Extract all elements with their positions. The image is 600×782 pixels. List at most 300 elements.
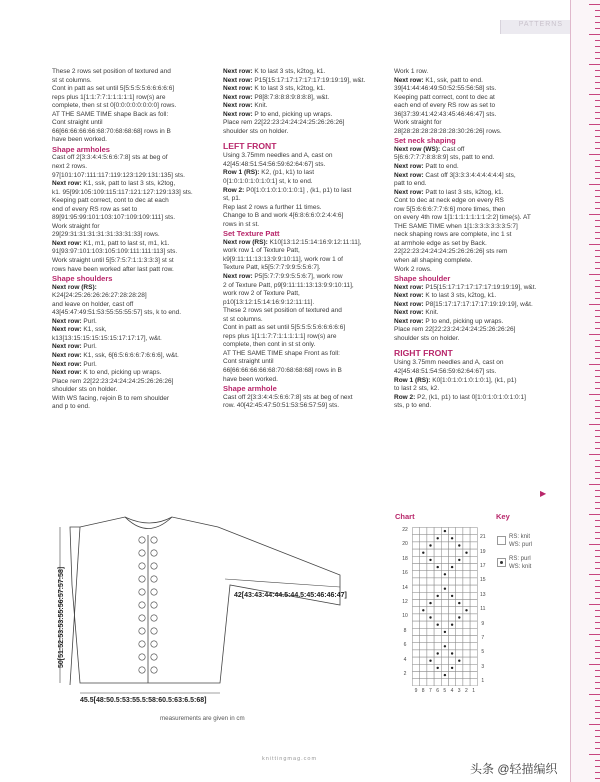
chart-cell [420, 628, 427, 635]
chart-cell [420, 650, 427, 657]
instruction-line: Work straight until 5[5:7:5:7:1:1:3:3:3] st st [52, 256, 174, 264]
instruction-line: 22[22:23:24:24:24:25:26:26:26] sts rem [394, 248, 508, 256]
row-label: Next row: [394, 292, 424, 300]
chart-cell [470, 549, 477, 556]
instruction-line: 89[91:95:99:101:103:107:109:109:111] sts. [52, 214, 176, 222]
ruler-tick [595, 568, 600, 569]
row-label: Next row: [223, 85, 253, 93]
chart-cell [456, 592, 463, 599]
chart-row-label: 2 [403, 671, 407, 677]
chart-cell [456, 571, 463, 578]
ruler-tick [595, 46, 600, 47]
instruction-line: Work straight for [52, 222, 100, 230]
chart-cell [413, 571, 420, 578]
chart-cell [470, 621, 477, 628]
instruction-line: 66[66:66:66:66:68:70:68:68:68] rows in B [52, 127, 171, 135]
measurement-ruler [570, 0, 600, 782]
button-circle [139, 589, 145, 595]
ruler-tick [595, 10, 600, 11]
ruler-tick [589, 184, 600, 185]
chart-cell [420, 542, 427, 549]
button-circle [139, 667, 145, 673]
row-label: Next row: [52, 180, 82, 188]
ruler-tick [595, 592, 600, 593]
ruler-tick [595, 16, 600, 17]
chart-cell [413, 621, 420, 628]
chart-cell [456, 535, 463, 542]
instruction-line [223, 77, 388, 86]
ruler-tick [595, 40, 600, 41]
row-text: P0[1:0:1:0:1:0:1:0:1] , (k1, p1) to last [244, 186, 352, 194]
ruler-tick [589, 754, 600, 755]
instruction-line [394, 146, 559, 155]
row-text: Patt to last 3 sts, k2tog, k1. [423, 188, 504, 196]
ruler-tick [595, 142, 600, 143]
chart-cell [456, 528, 463, 535]
cardigan-schematic [40, 505, 380, 710]
button-circle [151, 667, 157, 673]
ruler-tick [589, 364, 600, 365]
chart-cell [420, 636, 427, 643]
chart-cell [463, 600, 470, 607]
instruction-line: These 2 rows set position of textured and [52, 68, 171, 75]
ruler-tick [595, 70, 600, 71]
ruler-tick [595, 508, 600, 509]
row-label: Next row: [223, 272, 253, 280]
instruction-line: Place rem 22[22:23:24:24:24:25:26:26:26] [394, 326, 516, 334]
chart-cell [470, 556, 477, 563]
chart-cell [463, 664, 470, 671]
chart-cell [463, 585, 470, 592]
chart-cell [434, 556, 441, 563]
chart-cell [470, 578, 477, 585]
key-purl-swatch [497, 558, 506, 567]
site-footer: knittingmag.com [262, 756, 318, 762]
instruction-line: Cast off 2[3:3:4:4:5:6:6:7:8] sts at beg of [52, 154, 168, 162]
ruler-tick [595, 202, 600, 203]
row-text: Cast off 3[3:3:3:4:4:4:4:4:4] sts, [423, 171, 516, 179]
ruler-tick [595, 448, 600, 449]
chart-row-label: 3 [481, 663, 485, 670]
purl-dot [437, 624, 439, 626]
row-text: K to last 3 sts, k2tog, k1. [252, 68, 326, 75]
purl-dot [444, 573, 446, 575]
instruction-line: and leave on holder, cast off [52, 300, 134, 308]
purl-dot [437, 667, 439, 669]
chart-cell [434, 636, 441, 643]
ruler-tick [595, 292, 600, 293]
instruction-line: each end of every RS row as set to [394, 102, 496, 110]
instruction-line [223, 273, 388, 282]
row-text: Purl. [81, 360, 97, 368]
chart-cell [441, 664, 448, 671]
instruction-line: to last 2 sts, k2. [394, 385, 440, 393]
chart-cell [463, 628, 470, 635]
chart-cell [470, 643, 477, 650]
ruler-tick [589, 574, 600, 575]
chart-cell [413, 600, 420, 607]
instruction-line: rows in st st. [223, 220, 260, 228]
ruler-tick [589, 634, 600, 635]
instruction-line: 43[45:47:49:51:53:55:55:55:57] sts, k to end. [52, 309, 182, 317]
ruler-tick [589, 724, 600, 725]
instruction-line [394, 309, 559, 318]
row-text: P to end, picking up wraps. [252, 110, 333, 118]
chart-cell [434, 672, 441, 679]
instruction-line: have been worked. [52, 136, 107, 144]
chart-cell [413, 657, 420, 664]
chart-row-label: 13 [480, 591, 486, 598]
ruler-tick [595, 28, 600, 29]
instruction-line: Keeping patt correct, cont to dec at [394, 93, 495, 101]
chart-cell [434, 600, 441, 607]
instruction-line: complete, then cont in st st only. [223, 341, 316, 349]
instruction-line: 5[6:6:7:7:7:8:8:8:9] sts, patt to end. [394, 154, 495, 162]
chart-cell [463, 571, 470, 578]
instruction-line [52, 361, 212, 370]
ruler-tick [595, 136, 600, 137]
chart-cell [413, 679, 420, 686]
ruler-tick [595, 88, 600, 89]
button-circle [151, 589, 157, 595]
ruler-tick [589, 64, 600, 65]
chart-cell [420, 571, 427, 578]
text-column-3 [394, 68, 559, 411]
ruler-tick [595, 496, 600, 497]
purl-dot [429, 660, 431, 662]
instruction-line: on every 4th row 1[1:1:1:1:1:1:1:2:2] time(s). AT [394, 214, 531, 222]
ruler-tick [595, 238, 600, 239]
chart-cell [420, 664, 427, 671]
chart-cell [463, 614, 470, 621]
button-circle [139, 628, 145, 634]
ruler-tick [595, 466, 600, 467]
section-heading: Set Texture Patt [223, 229, 280, 239]
text-column-2 [223, 68, 388, 411]
chart-cell [470, 664, 477, 671]
chart-cell [441, 636, 448, 643]
button-circle [151, 576, 157, 582]
height-measure-label: 50[51:52:53:53:55:56:57:57:58] [58, 566, 65, 668]
ruler-tick [595, 730, 600, 731]
chart-cell [413, 578, 420, 585]
key-label-line: RS: purl [509, 556, 531, 562]
chart-cell [463, 592, 470, 599]
ruler-tick [595, 232, 600, 233]
row-label: Next row: [223, 110, 253, 118]
chart-cell [413, 564, 420, 571]
instruction-line [223, 187, 388, 196]
chart-cell [413, 549, 420, 556]
section-heading: RIGHT FRONT [394, 348, 453, 359]
chart-cell [420, 643, 427, 650]
chart-cell [413, 628, 420, 635]
ruler-tick [595, 82, 600, 83]
row-label: Row 1 (RS): [223, 169, 260, 177]
chart-row-label: 17 [480, 563, 486, 569]
chart-row-label: 12 [402, 599, 408, 605]
chart-cell [470, 535, 477, 542]
purl-dot [451, 595, 453, 597]
ruler-tick [589, 34, 600, 35]
ruler-tick [595, 418, 600, 419]
purl-dot [422, 609, 424, 611]
chart-cell [470, 600, 477, 607]
chart-cell [463, 643, 470, 650]
chart-col-label: 4 [450, 688, 454, 695]
instruction-line: Cont straight until [52, 119, 103, 127]
chart-cell [470, 614, 477, 621]
ruler-tick [589, 394, 600, 395]
purl-dot [451, 566, 453, 568]
button-circle [139, 550, 145, 556]
chart-cell [463, 564, 470, 571]
key-title: Key [496, 512, 510, 521]
chart-cell [413, 592, 420, 599]
ruler-tick [595, 580, 600, 581]
button-circle [139, 602, 145, 608]
instruction-line: shoulder sts on holder. [223, 127, 289, 135]
chart-cell [463, 542, 470, 549]
chart-cell [441, 549, 448, 556]
ruler-tick [595, 370, 600, 371]
purl-dot [458, 616, 460, 618]
instruction-line: Rep last 2 rows a further 11 times. [223, 203, 322, 211]
ruler-tick [595, 346, 600, 347]
chart-cell [449, 549, 456, 556]
chart-cell [420, 528, 427, 535]
ruler-tick [595, 640, 600, 641]
instruction-line [394, 318, 559, 327]
ruler-tick [595, 376, 600, 377]
chart-cell [434, 578, 441, 585]
ruler-tick [595, 388, 600, 389]
chart-row-label: 7 [481, 635, 485, 641]
chart-cell [463, 672, 470, 679]
ruler-tick [595, 256, 600, 257]
purl-dot [437, 595, 439, 597]
chart-cell [463, 528, 470, 535]
chart-cell [470, 585, 477, 592]
chart-cell [470, 592, 477, 599]
chart-cell [456, 621, 463, 628]
row-label: Next row: [52, 343, 82, 351]
chart-cell [456, 672, 463, 679]
chart-col-label: 2 [465, 688, 468, 695]
button-circle [139, 654, 145, 660]
ruler-tick [589, 304, 600, 305]
row-label: Next row: [394, 317, 424, 325]
purl-dot [451, 652, 453, 654]
chart-cell [420, 600, 427, 607]
instruction-line: and p to end. [52, 403, 90, 411]
chart-cell [470, 657, 477, 664]
chart-cell [427, 578, 434, 585]
button-circle [139, 576, 145, 582]
key-knit-swatch [497, 536, 506, 545]
ruler-tick [595, 502, 600, 503]
instruction-line [52, 343, 212, 352]
instruction-line: Keeping patt correct, cont to dec at each [52, 197, 169, 205]
chart-cell [434, 607, 441, 614]
chart-cell [441, 600, 448, 607]
chart-cell [427, 664, 434, 671]
chart-cell [449, 600, 456, 607]
instruction-line: row. 40[42:45:47:50:51:53:56:57:59] sts. [223, 402, 340, 410]
chart-cell [413, 650, 420, 657]
ruler-tick [595, 412, 600, 413]
ruler-tick [595, 550, 600, 551]
instruction-line [52, 180, 212, 189]
instruction-line: Work 1 row. [394, 68, 429, 75]
instruction-line: when all shaping complete. [394, 256, 473, 264]
chart-grid [412, 527, 478, 686]
chart-cell [420, 592, 427, 599]
chart-cell [420, 657, 427, 664]
chart-cell [413, 672, 420, 679]
row-text: K to last 3 sts, k2tog, k1. [252, 85, 326, 93]
instruction-line [52, 318, 212, 327]
instruction-line: k9[9:11:11:13:13:9:9:10:11], work row 1 of [223, 255, 343, 263]
row-label: Next row: [223, 68, 253, 75]
ruler-tick [595, 100, 600, 101]
row-text: K1, ssk, patt to last 3 sts, k2tog, [81, 180, 176, 188]
instruction-line [52, 326, 212, 335]
button-circle [151, 563, 157, 569]
chart-cell [420, 585, 427, 592]
ruler-tick [595, 616, 600, 617]
chart-cell [413, 542, 420, 549]
chart-col-label: 1 [472, 688, 475, 695]
row-label: Next row: [52, 369, 82, 377]
chart-cell [413, 664, 420, 671]
instruction-line: These 2 rows set position of textured and [223, 307, 342, 315]
chart-cell [441, 535, 448, 542]
chart-row-label: 20 [402, 541, 408, 548]
row-label: Next row: [223, 76, 253, 84]
ruler-tick [595, 160, 600, 161]
ruler-tick [595, 628, 600, 629]
ruler-tick [595, 106, 600, 107]
purl-dot [444, 530, 446, 532]
purl-dot [429, 559, 431, 561]
purl-dot [422, 552, 424, 554]
instruction-line: 0[1:0:1:0:1:0:1:0:1] st, k to end. [223, 178, 313, 186]
width-measure-label: 45.5[48:50.5:53:55.5:58:60.5:63:6.5:68] [80, 697, 207, 704]
chart-cell [449, 585, 456, 592]
chart-cell [463, 679, 470, 686]
chart-row-label: 15 [480, 577, 486, 584]
chart-cell [420, 564, 427, 571]
instruction-line [52, 284, 212, 293]
ruler-tick [595, 766, 600, 767]
chart-cell [470, 564, 477, 571]
chart-cell [427, 571, 434, 578]
instruction-line: Texture Patt, k5[5:7:7:9:9:5:5:6:7]. [223, 264, 321, 272]
ruler-tick [595, 538, 600, 539]
chart-cell [463, 578, 470, 585]
ruler-tick [589, 694, 600, 695]
chart-cell [449, 528, 456, 535]
ruler-tick [595, 328, 600, 329]
purl-dot [458, 660, 460, 662]
ruler-tick [595, 76, 600, 77]
chart-cell [413, 528, 420, 535]
chart-cell [470, 628, 477, 635]
key-label [509, 555, 531, 571]
row-text: Patt to end. [423, 162, 459, 170]
chart-cell [427, 607, 434, 614]
instruction-line: Using 3.75mm needles and A, cast on [223, 152, 333, 160]
measurement-note: measurements are given in cm [160, 715, 245, 722]
ruler-tick [595, 706, 600, 707]
button-circle [151, 602, 157, 608]
instruction-line: st st columns. [223, 315, 263, 323]
ruler-tick [595, 646, 600, 647]
ruler-tick [595, 688, 600, 689]
chart-cell [441, 657, 448, 664]
ruler-tick [589, 94, 600, 95]
chart-cell [463, 556, 470, 563]
purl-dot [429, 544, 431, 546]
ruler-tick [595, 220, 600, 221]
instruction-line [394, 292, 559, 301]
ruler-tick [595, 112, 600, 113]
ruler-tick [595, 352, 600, 353]
purl-dot [458, 559, 460, 561]
ruler-tick [595, 22, 600, 23]
instruction-line: reps plus 1[1:1:7:7:1:1:1:1:1] row(s) are [223, 332, 337, 340]
chart-cell [441, 564, 448, 571]
ruler-tick [595, 280, 600, 281]
chart-cell [449, 578, 456, 585]
ruler-tick [595, 478, 600, 479]
chart-cell [434, 528, 441, 535]
chart-col-label: 7 [429, 688, 432, 695]
purl-dot [437, 566, 439, 568]
chart-cell [456, 650, 463, 657]
instruction-line: patt to end. [394, 180, 427, 188]
chart-cell [413, 535, 420, 542]
key-label-line: WS: knit [509, 564, 532, 570]
ruler-tick [589, 124, 600, 125]
instruction-line: Cont straight until [223, 358, 274, 366]
chart-row-label: 8 [403, 627, 407, 634]
chart-cell [456, 585, 463, 592]
instruction-line [223, 111, 388, 120]
row-text: Purl. [81, 317, 97, 325]
chart-row-label: 9 [481, 620, 485, 627]
chart-cell [449, 679, 456, 686]
chart-cell [420, 621, 427, 628]
ruler-tick [589, 334, 600, 335]
instruction-line: rows have been worked after last patt row. [52, 265, 174, 273]
chart-cell [427, 535, 434, 542]
ruler-tick [589, 244, 600, 245]
purl-dot [451, 624, 453, 626]
instruction-line: AT THE SAME TIME shape Front as foll: [223, 349, 340, 357]
chart-cell [434, 643, 441, 650]
chart-cell [456, 643, 463, 650]
chart-cell [434, 657, 441, 664]
instruction-line: Cont in patt as set until 5[5:5:5:5:6:6:6:6:6] [52, 85, 175, 93]
row-label: Next row: [52, 351, 82, 359]
instruction-line [394, 163, 559, 172]
purl-dot [451, 537, 453, 539]
ruler-tick [595, 226, 600, 227]
chart-cell [427, 549, 434, 556]
purl-dot [458, 602, 460, 604]
